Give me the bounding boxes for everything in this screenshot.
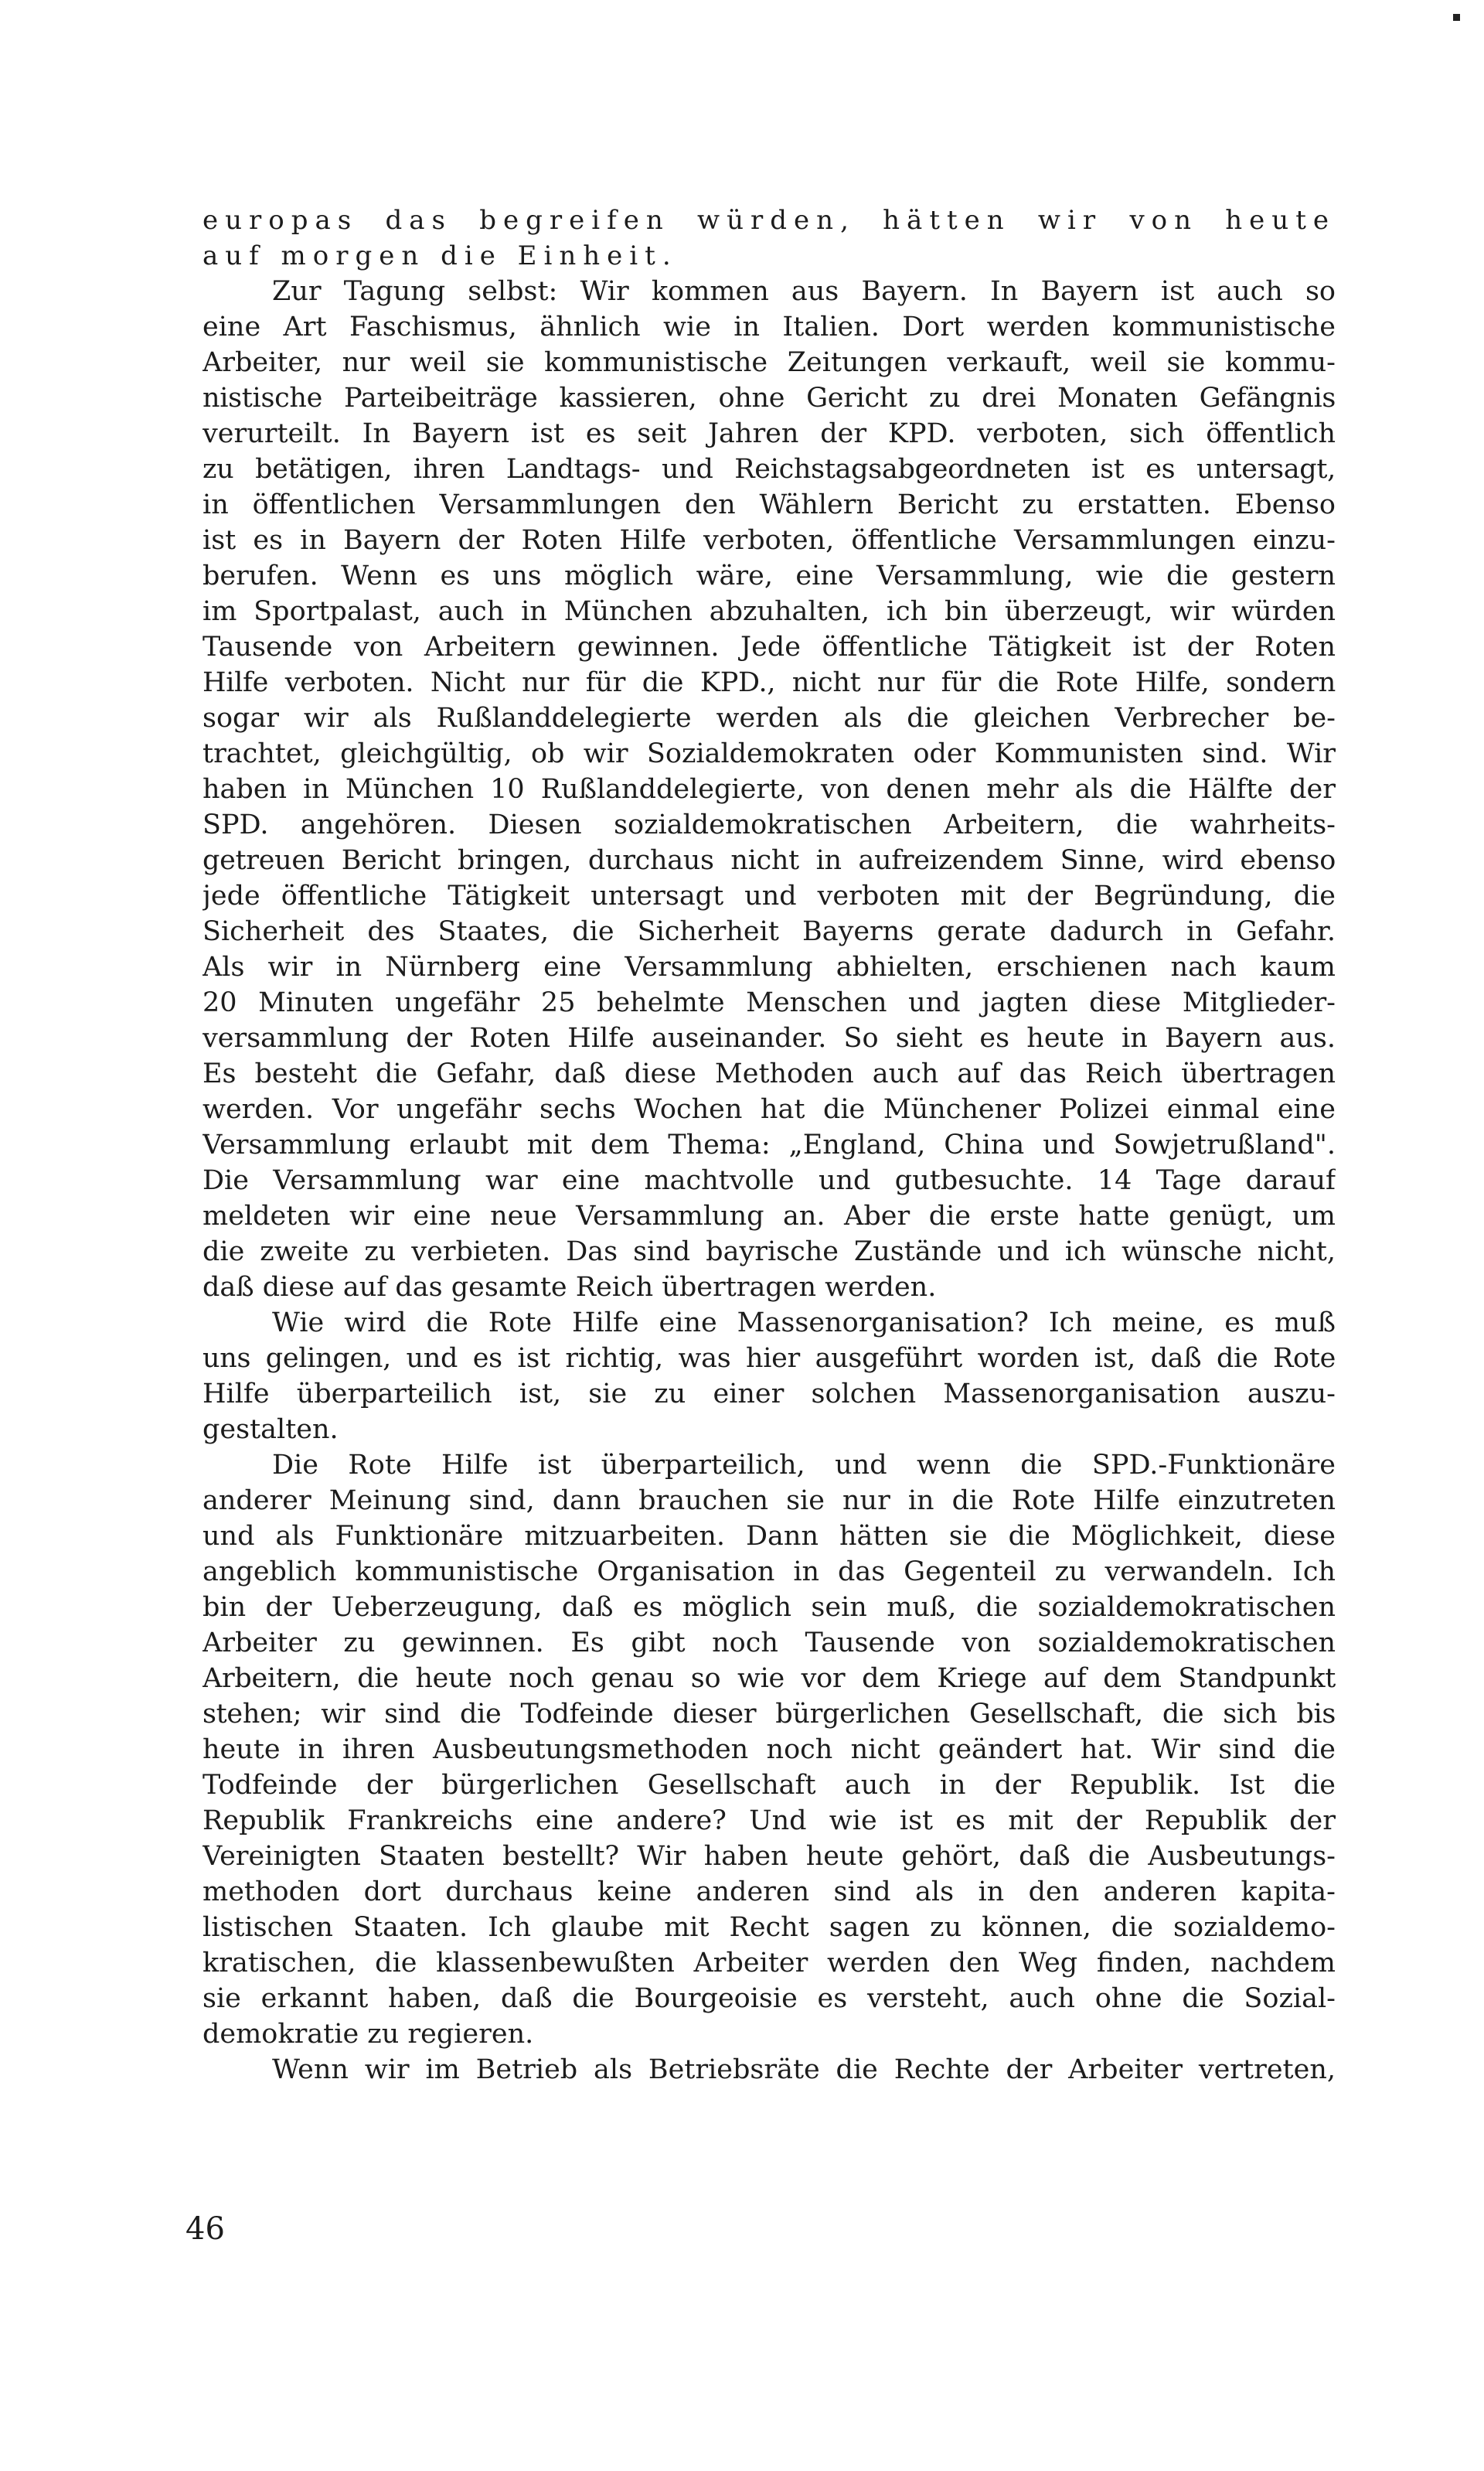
text-line: Vereinigten Staaten bestellt? Wir haben heute gehört, daß die Ausbeutungs- [203, 1841, 1336, 1872]
text-line: Arbeiter zu gewinnen. Es gibt noch Tausende von sozialdemokratischen [203, 1627, 1336, 1658]
text-line: Wenn wir im Betrieb als Betriebsräte die Rechte der Arbeiter vertreten, [272, 2054, 1336, 2085]
text-line: die zweite zu verbieten. Das sind bayrische Zustände und ich wünsche nicht, [203, 1236, 1336, 1267]
text-line: haben in München 10 Rußlanddelegierte, von denen mehr als die Hälfte der [203, 774, 1336, 805]
text-line: uns gelingen, und es ist richtig, was hier ausgeführt worden ist, daß die Rote [203, 1343, 1336, 1374]
text-line: heute in ihren Ausbeutungsmethoden noch nicht geändert hat. Wir sind die [203, 1734, 1336, 1765]
text-line: jede öffentliche Tätigkeit untersagt und verboten mit der Begründung, die [203, 881, 1336, 912]
text-line: Versammlung erlaubt mit dem Thema: „England, China und Sowjetrußland". [203, 1130, 1336, 1161]
text-line: stehen; wir sind die Todfeinde dieser bürgerlichen Gesellschaft, die sich bis [203, 1699, 1336, 1730]
text-line: Hilfe überparteilich ist, sie zu einer solchen Massenorganisation auszu- [203, 1379, 1336, 1409]
text-line: Arbeitern, die heute noch genau so wie vor dem Kriege auf dem Standpunkt [203, 1663, 1336, 1694]
text-line: Zur Tagung selbst: Wir kommen aus Bayern. In Bayern ist auch so [272, 276, 1336, 307]
text-line: auf morgen die Einheit. [203, 240, 678, 271]
text-line: Wie wird die Rote Hilfe eine Massenorganisation? Ich meine, es muß [272, 1307, 1336, 1338]
text-line: und als Funktionäre mitzuarbeiten. Dann hätten sie die Möglichkeit, diese [203, 1521, 1336, 1552]
text-line: anderer Meinung sind, dann brauchen sie nur in die Rote Hilfe einzutreten [203, 1485, 1336, 1516]
text-line: gestalten. [203, 1414, 339, 1445]
text-line: Republik Frankreichs eine andere? Und wie ist es mit der Republik der [203, 1805, 1336, 1836]
text-line: Es besteht die Gefahr, daß diese Methoden auch auf das Reich übertragen [203, 1058, 1336, 1089]
text-line: Tausende von Arbeitern gewinnen. Jede öffentliche Tätigkeit ist der Roten [203, 632, 1336, 663]
text-line: angeblich kommunistische Organisation in das Gegenteil zu verwandeln. Ich [203, 1556, 1336, 1587]
text-line: sogar wir als Rußlanddelegierte werden als die gleichen Verbrecher be- [203, 703, 1336, 734]
corner-mark [1453, 14, 1460, 21]
text-line: versammlung der Roten Hilfe auseinander. So sieht es heute in Bayern aus. [203, 1023, 1336, 1054]
body-text [203, 203, 1336, 2088]
text-line: SPD. angehören. Diesen sozialdemokratischen Arbeitern, die wahrheits- [203, 809, 1336, 840]
text-line: verurteilt. In Bayern ist es seit Jahren der KPD. verboten, sich öffentlich [203, 418, 1336, 449]
page-number: 46 [186, 2211, 225, 2247]
text-line: trachtet, gleichgültig, ob wir Sozialdemokraten oder Kommunisten sind. Wir [203, 738, 1336, 769]
text-line: zu betätigen, ihren Landtags- und Reichstagsabgeordneten ist es untersagt, [203, 454, 1336, 485]
text-line: demokratie zu regieren. [203, 2019, 534, 2050]
text-line: werden. Vor ungefähr sechs Wochen hat die Münchener Polizei einmal eine [203, 1094, 1336, 1125]
text-line: ist es in Bayern der Roten Hilfe verboten, öffentliche Versammlungen einzu- [203, 525, 1336, 556]
text-line: 20 Minuten ungefähr 25 behelmte Menschen und jagten diese Mitglieder- [203, 987, 1336, 1018]
text-line: Hilfe verboten. Nicht nur für die KPD., nicht nur für die Rote Hilfe, sondern [203, 667, 1336, 698]
text-line: Die Rote Hilfe ist überparteilich, und wenn die SPD.-Funktionäre [272, 1450, 1336, 1481]
text-line: meldeten wir eine neue Versammlung an. Aber die erste hatte genügt, um [203, 1201, 1336, 1232]
text-line: Sicherheit des Staates, die Sicherheit Bayerns gerate dadurch in Gefahr. [203, 916, 1336, 947]
text-line: Die Versammlung war eine machtvolle und gutbesuchte. 14 Tage darauf [203, 1165, 1336, 1196]
text-line: nistische Parteibeiträge kassieren, ohne Gericht zu drei Monaten Gefängnis [203, 383, 1336, 414]
text-line: methoden dort durchaus keine anderen sind als in den anderen kapita- [203, 1876, 1336, 1907]
text-line: sie erkannt haben, daß die Bourgeoisie es versteht, auch ohne die Sozial- [203, 1983, 1336, 2014]
text-line: Als wir in Nürnberg eine Versammlung abhielten, erschienen nach kaum [203, 952, 1336, 983]
text-line: Todfeinde der bürgerlichen Gesellschaft auch in der Republik. Ist die [203, 1770, 1336, 1801]
text-line: Arbeiter, nur weil sie kommunistische Zeitungen verkauft, weil sie kommu- [203, 347, 1336, 378]
text-line: berufen. Wenn es uns möglich wäre, eine Versammlung, wie die gestern [203, 561, 1336, 591]
text-line: listischen Staaten. Ich glaube mit Recht sagen zu können, die sozialdemo- [203, 1912, 1336, 1943]
text-line: daß diese auf das gesamte Reich übertragen werden. [203, 1272, 937, 1303]
text-line: kratischen, die klassenbewußten Arbeiter werden den Weg finden, nachdem [203, 1948, 1336, 1979]
text-line: europas das begreifen würden, hätten wir von heute [203, 205, 1336, 236]
text-line: eine Art Faschismus, ähnlich wie in Italien. Dort werden kommunistische [203, 312, 1336, 343]
text-line: in öffentlichen Versammlungen den Wählern Bericht zu erstatten. Ebenso [203, 489, 1336, 520]
text-line: im Sportpalast, auch in München abzuhalten, ich bin überzeugt, wir würden [203, 596, 1336, 627]
text-line: getreuen Bericht bringen, durchaus nicht in aufreizendem Sinne, wird ebenso [203, 845, 1336, 876]
text-line: bin der Ueberzeugung, daß es möglich sein muß, die sozialdemokratischen [203, 1592, 1336, 1623]
